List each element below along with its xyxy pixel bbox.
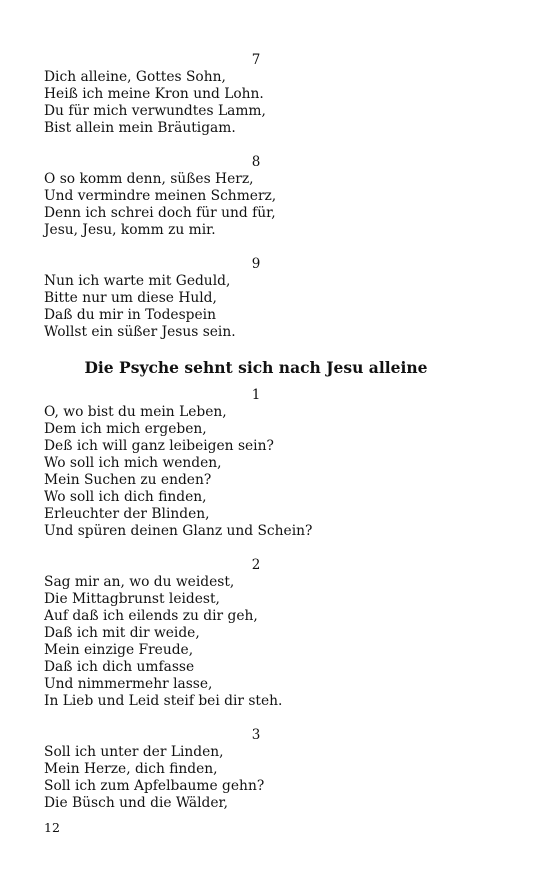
stanza-number: 3	[251, 727, 261, 743]
verse-line: Deß ich will ganz leibeigen sein?	[44, 438, 274, 454]
verse-line: Wo soll ich mich wenden,	[44, 455, 222, 471]
stanza	[44, 256, 474, 341]
verse-line: Und nimmermehr lasse,	[44, 676, 213, 692]
verse-line: Dich alleine, Gottes Sohn,	[44, 69, 226, 85]
verse-line: Sag mir an, wo du weidest,	[44, 574, 235, 590]
verse-line: Daß ich dich umfasse	[44, 659, 195, 675]
verse-line: O so komm denn, süßes Herz,	[44, 171, 254, 187]
stanza	[44, 52, 474, 137]
verse-line: Mein einzige Freude,	[44, 642, 194, 658]
verse-line: Daß ich mit dir weide,	[44, 625, 200, 641]
section-poem	[44, 358, 474, 812]
stanza-number: 9	[251, 256, 261, 272]
stanza-number: 7	[251, 52, 261, 68]
poem-page	[44, 52, 474, 829]
stanza	[44, 387, 474, 540]
verse-line: Nun ich warte mit Geduld,	[44, 273, 231, 289]
stanza-number: 2	[251, 557, 261, 573]
stanza-number: 1	[251, 387, 261, 403]
verse-line: Bist allein mein Bräutigam.	[44, 120, 236, 136]
section-continued	[44, 52, 474, 341]
verse-line: In Lieb und Leid steif bei dir steh.	[44, 693, 283, 709]
verse-line: Soll ich unter der Linden,	[44, 744, 224, 760]
verse-line: Mein Herze, dich finden,	[44, 761, 218, 777]
stanza	[44, 727, 474, 812]
verse-line: Jesu, Jesu, komm zu mir.	[44, 222, 216, 238]
verse-line: Soll ich zum Apfelbaume gehn?	[44, 778, 265, 794]
verse-line: Wo soll ich dich finden,	[44, 489, 207, 505]
verse-line: Und spüren deinen Glanz und Schein?	[44, 523, 313, 539]
verse-line: O, wo bist du mein Leben,	[44, 404, 227, 420]
verse-line: Mein Suchen zu enden?	[44, 472, 212, 488]
verse-line: Die Büsch und die Wälder,	[44, 795, 228, 811]
poem-title: Die Psyche sehnt sich nach Jesu alleine	[84, 358, 428, 377]
verse-line: Daß du mir in Todespein	[44, 307, 216, 323]
verse-line: Dem ich mich ergeben,	[44, 421, 207, 437]
verse-line: Heiß ich meine Kron und Lohn.	[44, 86, 264, 102]
verse-line: Wollst ein süßer Jesus sein.	[44, 324, 236, 340]
verse-line: Denn ich schrei doch für und für,	[44, 205, 276, 221]
verse-line: Du für mich verwundtes Lamm,	[44, 103, 266, 119]
page-number: 12	[44, 820, 60, 835]
verse-line: Auf daß ich eilends zu dir geh,	[44, 608, 258, 624]
stanza-number: 8	[251, 154, 261, 170]
stanza	[44, 154, 474, 239]
stanza	[44, 557, 474, 710]
verse-line: Und vermindre meinen Schmerz,	[44, 188, 277, 204]
verse-line: Erleuchter der Blinden,	[44, 506, 210, 522]
verse-line: Bitte nur um diese Huld,	[44, 290, 217, 306]
verse-line: Die Mittagbrunst leidest,	[44, 591, 220, 607]
